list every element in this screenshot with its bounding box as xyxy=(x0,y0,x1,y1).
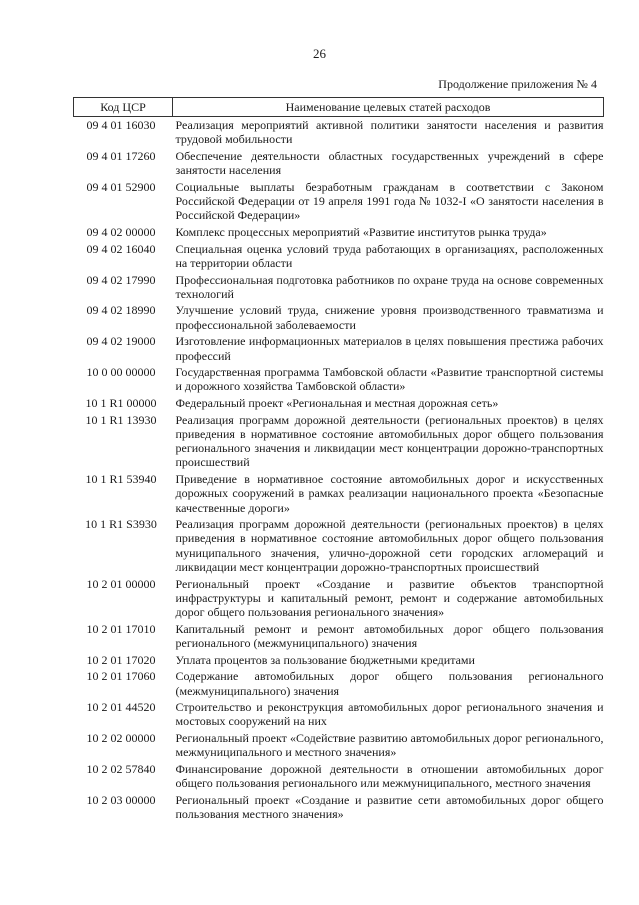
table-row xyxy=(74,731,604,762)
row-code: 09 4 01 16030 xyxy=(86,118,156,132)
row-code: 10 2 02 57840 xyxy=(86,762,156,777)
row-name: Профессиональная подготовка работников по охране труда на основе современных технологий xyxy=(175,272,604,301)
table-row xyxy=(74,472,604,517)
header-name: Наименование целевых статей расходов xyxy=(173,98,604,117)
expenditure-table-container xyxy=(73,97,603,824)
table-row xyxy=(74,273,604,304)
row-code: 10 2 02 00000 xyxy=(86,731,156,746)
table-row xyxy=(74,365,604,396)
table-row xyxy=(74,242,604,273)
table-row xyxy=(74,396,604,413)
table-row xyxy=(74,669,604,700)
row-name: Региональный проект «Создание и развитие объектов транспортной инфраструктуры и капитальный ремонт, ремонт и содержание автомобильных дорог общего пользования регионального значения» xyxy=(175,576,604,619)
row-name: Специальная оценка условий труда работающих в организациях, расположенных на территории области xyxy=(175,241,604,270)
row-name: Региональный проект «Содействие развитию автомобильных дорог регионального, межмуниципального и местного значения» xyxy=(175,731,604,760)
row-name: Приведение в нормативное состояние автомобильных дорог и искусственных дорожных сооружений в рамках реализации национального проекта «Безопасные качественные дороги» xyxy=(175,472,604,515)
table-row xyxy=(74,117,604,149)
table-row xyxy=(74,762,604,793)
row-name: Изготовление информационных материалов в целях повышения престижа рабочих профессий xyxy=(175,334,604,363)
row-name: Реализация мероприятий активной политики занятости населения и развития трудовой мобильности xyxy=(175,118,604,147)
row-name: Федеральный проект «Региональная и местная дорожная сеть» xyxy=(175,396,499,411)
row-code: 09 4 02 16040 xyxy=(86,241,156,256)
row-code: 10 1 R1 S3930 xyxy=(85,517,157,532)
table-row xyxy=(74,622,604,653)
row-code: 10 0 00 00000 xyxy=(86,365,156,380)
row-code: 10 2 01 17010 xyxy=(86,621,156,636)
table-row xyxy=(74,180,604,225)
table-body xyxy=(74,117,604,824)
row-name: Обеспечение деятельности областных государственных учреждений в сфере занятости населения xyxy=(175,148,604,178)
table-row xyxy=(74,149,604,180)
row-code: 10 2 01 17060 xyxy=(86,669,156,684)
table-row xyxy=(74,577,604,622)
row-name: Строительство и реконструкция автомобильных дорог регионального значения и мостовых сооружений на них xyxy=(175,700,604,729)
table-row xyxy=(74,653,604,670)
table-row xyxy=(74,517,604,576)
table-row xyxy=(74,793,604,824)
table-row xyxy=(74,225,604,242)
row-name: Улучшение условий труда, снижение уровня производственного травматизма и профессиональной заболеваемости xyxy=(175,303,604,332)
row-name: Государственная программа Тамбовской области «Развитие транспортной системы и дорожного хозяйства Тамбовской области» xyxy=(175,365,604,394)
table-header xyxy=(74,98,604,117)
table-row xyxy=(74,413,604,472)
row-name: Региональный проект «Создание и развитие сети автомобильных дорог общего пользования местного значения» xyxy=(175,792,604,822)
row-name: Финансирование дорожной деятельности в отношении автомобильных дорог общего пользования регионального или межмуниципального, местного значения xyxy=(175,762,604,791)
row-name: Реализация программ дорожной деятельности (региональных проектов) в целях приведения в нормативное состояние автомобильных дорог общего пользования муниципального значения, улично-дорожной сети городских агломераций и ликвидации мест концентрации дорожно-транспортных происшествий xyxy=(175,517,604,574)
row-code: 09 4 02 17990 xyxy=(86,272,156,287)
row-name: Реализация программ дорожной деятельности (региональных проектов) в целях приведения в нормативное состояние автомобильных дорог общего пользования регионального значения и ликвидации мест концентрации дорожно-транспортных происшествий xyxy=(175,412,604,470)
row-code: 10 2 01 00000 xyxy=(86,576,156,591)
appendix-note: Продолжение приложения № 4 xyxy=(438,77,597,91)
table-row xyxy=(74,334,604,365)
page-number: 26 xyxy=(313,46,326,61)
row-code: 10 1 R1 00000 xyxy=(85,396,157,411)
table-row xyxy=(74,700,604,731)
header-row xyxy=(74,98,604,117)
row-name: Капитальный ремонт и ремонт автомобильных дорог общего пользования регионального (межмуниципального) значения xyxy=(175,621,604,650)
row-code: 09 4 01 17260 xyxy=(86,148,156,163)
row-code: 10 1 R1 13930 xyxy=(85,412,157,427)
row-code: 09 4 02 00000 xyxy=(86,224,156,239)
row-code: 10 2 01 17020 xyxy=(86,652,156,667)
table-row xyxy=(74,303,604,334)
expenditure-table xyxy=(73,97,604,824)
row-code: 09 4 01 52900 xyxy=(86,179,156,194)
row-code: 09 4 02 18990 xyxy=(86,303,156,318)
row-name: Комплекс процессных мероприятий «Развитие институтов рынка труда» xyxy=(175,224,547,239)
row-name: Социальные выплаты безработным гражданам в соответствии с Законом Российской Федерации от 19 апреля 1991 года № 1032-I «О занятости населения в Российской Федерации» xyxy=(175,179,604,223)
header-code: Код ЦСР xyxy=(74,98,173,117)
row-code: 09 4 02 19000 xyxy=(86,334,156,349)
row-code: 10 2 03 00000 xyxy=(86,792,156,807)
row-code: 10 2 01 44520 xyxy=(86,700,156,715)
row-name: Содержание автомобильных дорог общего пользования регионального (межмуниципального) значения xyxy=(175,669,604,698)
row-name: Уплата процентов за пользование бюджетными кредитами xyxy=(175,652,475,667)
row-code: 10 1 R1 53940 xyxy=(85,472,157,487)
